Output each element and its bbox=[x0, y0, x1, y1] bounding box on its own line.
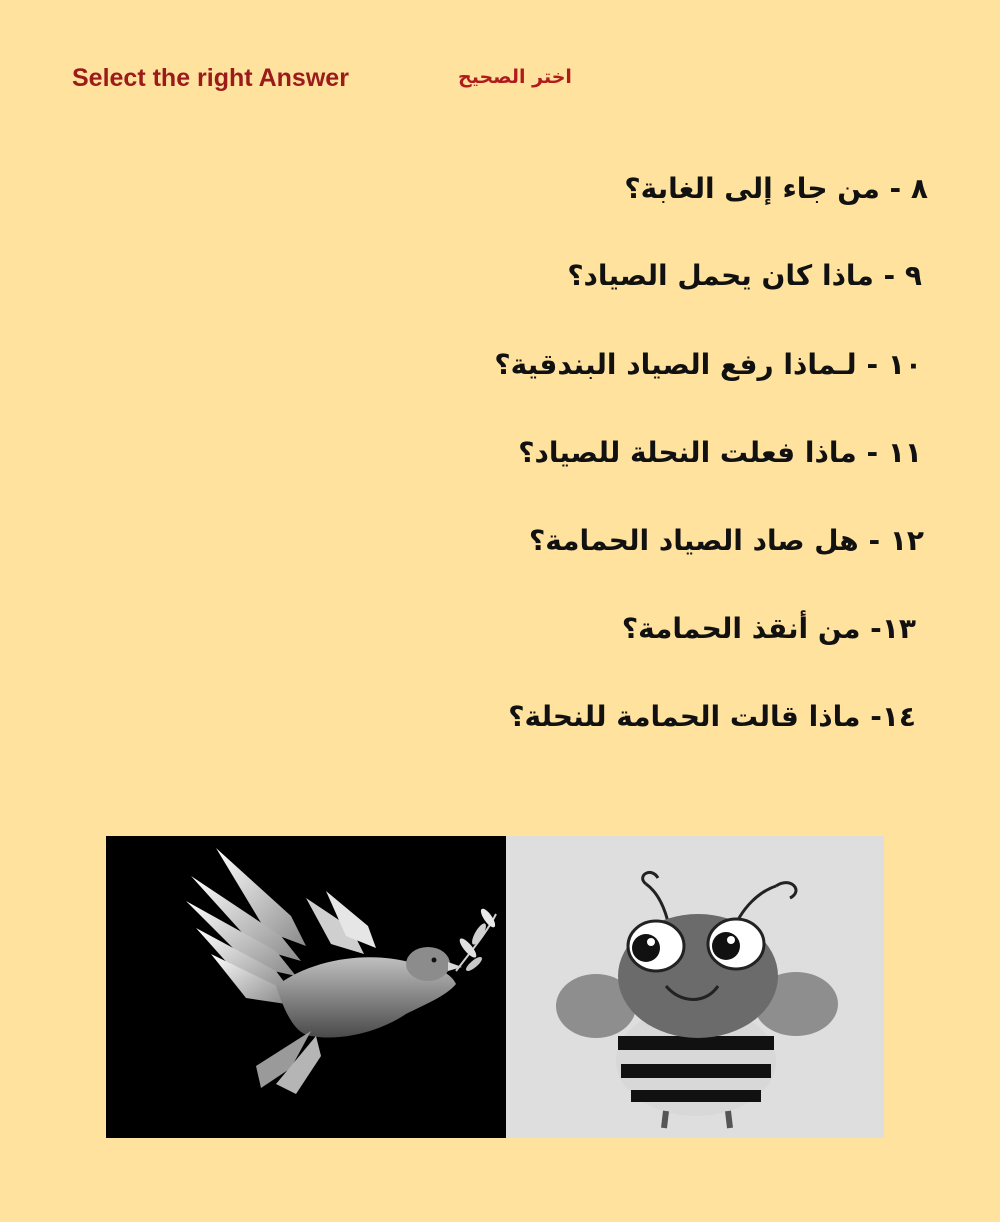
bee-icon bbox=[506, 836, 884, 1138]
dove-icon bbox=[106, 836, 506, 1138]
question-10: ١٠ - لـماذا رفع الصياد البندقية؟ bbox=[494, 348, 922, 381]
instruction-english: Select the right Answer bbox=[72, 64, 349, 92]
illustration-panel bbox=[106, 836, 884, 1138]
question-9: ٩ - ماذا كان يحمل الصياد؟ bbox=[567, 259, 922, 292]
dove-image bbox=[106, 836, 506, 1138]
question-13: ١٣- من أنقذ الحمامة؟ bbox=[621, 612, 916, 645]
instruction-arabic: اختر الصحيح bbox=[458, 66, 572, 88]
bee-image bbox=[506, 836, 884, 1138]
question-14: ١٤- ماذا قالت الحمامة للنحلة؟ bbox=[508, 700, 916, 733]
question-11: ١١ - ماذا فعلت النحلة للصياد؟ bbox=[518, 436, 922, 469]
question-8: ٨ - من جاء إلى الغابة؟ bbox=[624, 172, 928, 205]
question-12: ١٢ - هل صاد الصياد الحمامة؟ bbox=[528, 524, 924, 557]
